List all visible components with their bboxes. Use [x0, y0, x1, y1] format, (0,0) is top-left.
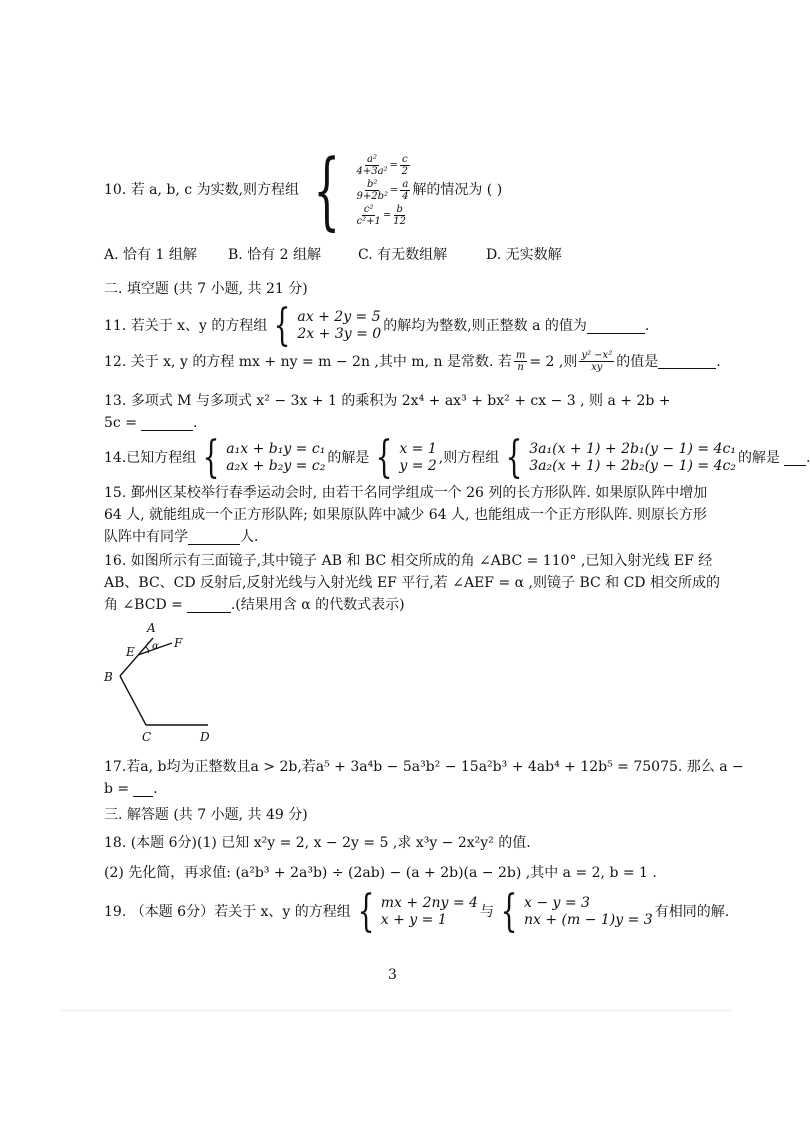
question-10 — [104, 141, 503, 239]
q12-answer-blank — [658, 354, 716, 369]
q17-line1: 17.若a, b均为正整数且a > 2b,若a⁵ + 3a⁴b − 5a³b² − 15a²b³ + 4ab⁴ + 12b⁵ = 75075. 那么 a − — [104, 759, 744, 775]
q10-option-b: B. 恰有 2 组解 — [228, 247, 321, 263]
q12-suffix: 的值是 — [616, 353, 659, 370]
q16-line1: 16. 如图所示有三面镜子,其中镜子 AB 和 BC 相交所成的角 ∠ABC = 110° ,已知入射光线 EF 经 — [104, 553, 713, 569]
q11-answer-blank — [587, 319, 645, 334]
q19-prefix: 19. （本题 6分）若关于 x、y 的方程组 — [104, 904, 351, 920]
label-b: B — [104, 670, 113, 684]
q15-answer-blank — [188, 530, 240, 545]
q13-line2: 5c = . — [104, 415, 198, 431]
q11-suffix: 的解均为整数,则正整数 a 的值为 — [383, 318, 587, 334]
q13-line1: 13. 多项式 M 与多项式 x² − 3x + 1 的乘积为 2x⁴ + ax³ + bx² + cx − 3 , 则 a + 2b + — [104, 393, 671, 409]
section-fill-in-heading: 二. 填空题 (共 7 小题, 共 21 分) — [104, 281, 308, 297]
q17-line2: b = . — [104, 781, 158, 797]
q10-system — [354, 153, 412, 228]
footer-divider — [60, 1010, 732, 1011]
question-12: 12. 关于 x, y 的方程 mx + ny = m − 2n ,其中 m, n 是常数. 若 $\frac{m}{n}$ = 2 ,则 $\frac{\text{y² −x²}}{xy}$ 的值是 . — [104, 350, 721, 373]
q11-eq2: 2x + 3y = 0 — [297, 326, 382, 342]
q10-prefix: 10. 若 a, b, c 为实数,则方程组 — [104, 182, 300, 198]
q15-line2: 64 人, 就能组成一个正方形队阵; 如果原队阵中减少 64 人, 也能组成一个正方形队阵. 则原长方形 — [104, 507, 707, 523]
q10-brace: { — [313, 141, 341, 239]
q10-option-a: A. 恰有 1 组解 — [104, 247, 197, 263]
question-11: 11. 若关于 x、y 的方程组 { ax + 2y = 5 2x + 3y = 0 的解均为整数,则正整数 a 的值为 . — [104, 300, 650, 351]
q11-system — [297, 309, 381, 343]
q11-brace: { — [274, 300, 291, 351]
q10-eq1: $\frac{\text{a²}}{\text{4+3a²}}$ = $\frac{c}{2}$ — [356, 153, 408, 177]
q14-prefix: 14.已知方程组 — [104, 450, 197, 466]
q11-prefix: 11. 若关于 x、y 的方程组 — [104, 318, 268, 334]
section-answer-heading: 三. 解答题 (共 7 小题, 共 49 分) — [104, 807, 308, 823]
q16-answer-blank — [187, 598, 231, 613]
q10-eq3: $\frac{\text{c²}}{\text{c²+1}}$ = $\frac{b}{12}$ — [356, 203, 406, 227]
q10-option-d: D. 无实数解 — [486, 247, 562, 263]
q11-eq1: ax + 2y = 5 — [297, 309, 381, 325]
q10-suffix: 解的情况为 ( ) — [412, 182, 503, 198]
q13-answer-blank — [141, 416, 193, 431]
label-a: A — [147, 621, 156, 635]
question-14: 14.已知方程组 { a₁x + b₁y = c₁ a₂x + b₂y = c₂ 的解是 { x = 1 y = 2 ,则方程组 { 3a₁(x + 1) + 2b₁(y − 1) = 4c₁ 3a₂(x + 1) + 2b₂(y − 1) = 4c₂ 的解是 . — [104, 432, 810, 483]
label-alpha: α — [152, 641, 159, 652]
q15-line3: 队阵中有同学 人. — [104, 529, 259, 545]
q15-line1: 15. 鄞州区某校举行春季运动会时, 由若干名同学组成一个 26 列的长方形队阵. 如果原队阵中增加 — [104, 485, 708, 501]
q17-answer-blank — [133, 782, 153, 797]
q14-answer-blank — [784, 451, 806, 466]
q10-eq2: $\frac{\text{b²}}{\text{9+2b²}}$ = $\frac{a}{4}$ — [356, 178, 409, 202]
q16-line3: 角 ∠BCD = .(结果用含 α 的代数式表示) — [104, 597, 405, 613]
mirror-bc — [120, 676, 146, 725]
q16-line2: AB、BC、CD 反射后,反射光线与入射光线 EF 平行,若 ∠AEF = α ,则镜子 BC 和 CD 相交所成的 — [104, 575, 720, 591]
q10-option-c: C. 有无数组解 — [358, 247, 448, 263]
label-e: E — [126, 645, 135, 659]
label-d: D — [200, 730, 210, 744]
q18-line2: (2) 先化简，再求值: (a²b³ + 2a³b) ÷ (2ab) − (a + 2b)(a − 2b) ,其中 a = 2, b = 1 . — [104, 865, 657, 881]
page-number: 3 — [388, 967, 397, 983]
q12-mid: = 2 ,则 — [529, 353, 578, 370]
mirror-ab — [120, 638, 153, 676]
label-f: F — [174, 636, 183, 650]
label-c: C — [142, 730, 152, 744]
question-19: 19. （本题 6分）若关于 x、y 的方程组 { mx + 2ny = 4 x + y = 1 与 { x − y = 3 nx + (m − 1)y = 3 有相同的解. — [104, 886, 730, 937]
q12-prefix: 12. 关于 x, y 的方程 mx + ny = m − 2n ,其中 m, n 是常数. 若 — [104, 353, 512, 370]
q18-line1: 18. (本题 6分)(1) 已知 x²y = 2, x − 2y = 5 ,求 x³y − 2x²y² 的值. — [104, 835, 531, 851]
mirror-figure — [96, 615, 226, 745]
